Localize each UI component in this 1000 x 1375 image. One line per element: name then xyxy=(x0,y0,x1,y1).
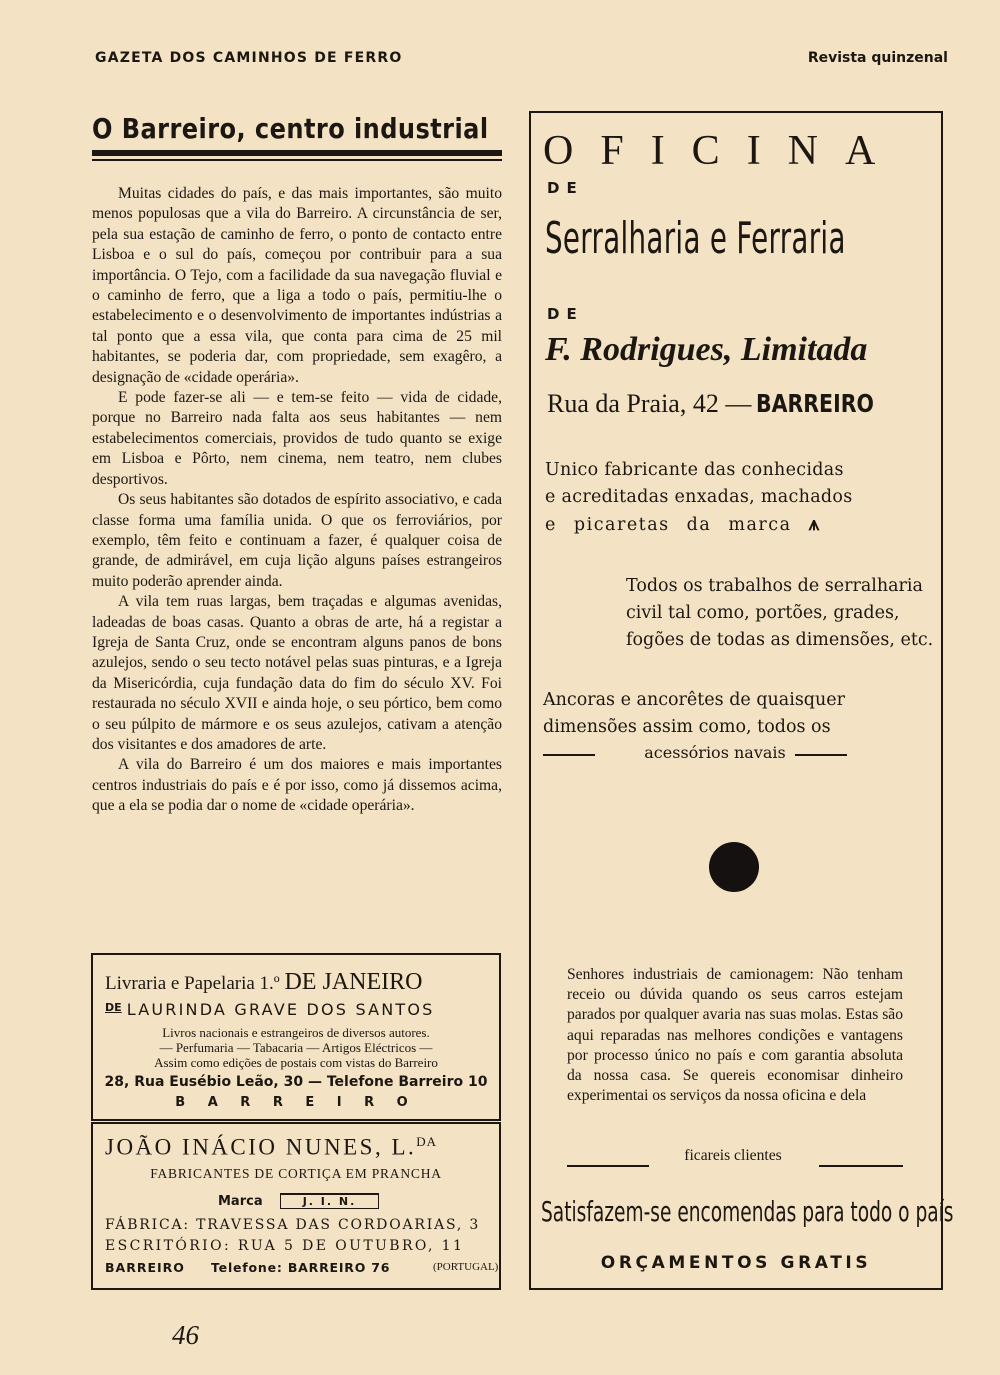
ad-oficina xyxy=(529,111,954,1290)
livraria-de: DE xyxy=(105,1001,122,1014)
brand-mark-icon: ⩚ xyxy=(808,513,821,535)
joao-marca-row xyxy=(218,1190,379,1209)
article-body xyxy=(92,184,502,817)
livraria-heading xyxy=(105,969,422,996)
divider-right-2 xyxy=(819,1165,903,1167)
oficina-unico-line: Unico fabricante das conhecidas xyxy=(545,460,844,480)
oficina-todos-line: Todos os trabalhos de serralharia xyxy=(626,576,923,596)
oficina-unico-line-last xyxy=(545,511,930,539)
divider-right xyxy=(795,754,847,756)
joao-company-name xyxy=(105,1134,437,1161)
oficina-address-city: BARREIRO xyxy=(756,389,875,418)
ad-livraria xyxy=(91,953,501,1121)
black-dot xyxy=(709,842,759,892)
article-paragraph: A vila tem ruas largas, bem traçadas e algumas avenidas, ladeadas de boas casas. Quanto a obras de arte, há a registar a Igreja de Santa Cruz, onde se encontram alguns panos de bons azulejos, sendo o seu tecto notável pelas suas pinturas, e a Igreja da Misericórdia, cuja fundação data do fim do século XV. Foi restaurada no século XVII e ainda hoje, o seu pórtico, bem como o seu púlpito de mármore e os seus azulejos, cativam a atenção dos visitantes e dos amadores de arte. xyxy=(92,593,502,753)
article-paragraph: Os seus habitantes são dotados de espírito associativo, e cada classe forma uma família unida. O que os ferroviários, por exemplo, têm feito e continuam a fazer, é qualquer coisa de grande, de admirável, em cuja lição alguns países estrangeiros muito poderão aprender ainda. xyxy=(92,491,502,590)
divider-left xyxy=(543,754,595,756)
title-rule-thick xyxy=(92,150,502,156)
oficina-todos-line: fogões de todas as dimensões, etc. xyxy=(626,630,934,650)
oficina-ficareis: ficareis clientes xyxy=(684,1147,782,1164)
oficina-address xyxy=(547,389,900,419)
livraria-owner-line xyxy=(105,1000,435,1019)
magazine-title: GAZETA DOS CAMINHOS DE FERRO xyxy=(95,50,403,66)
livraria-city: B A R R E I R O xyxy=(175,1095,417,1110)
livraria-desc-line: Assim como edições de postais com vistas do Barreiro xyxy=(154,1055,438,1070)
article-paragraph: A vila do Barreiro é um dos maiores e mais importantes centros industriais do país e é por isso, como já dissemos acima, que a ela se podia dar o nome de «cidade operária». xyxy=(92,756,502,815)
oficina-senhores: Senhores industriais de camionagem: Não tenham receio ou dúvida quando os seus carros estejam parados por qualquer avaria nas suas molas. Estas são aqui reparadas nas melhores condições e vantagens por processo único no país e com garantia absoluta da nossa casa. Se quereis economisar dinheiro experimentai os serviços da nossa oficina e dela xyxy=(567,966,903,1105)
oficina-acessorios: acessórios navais xyxy=(644,743,786,762)
oficina-ancoras xyxy=(543,687,845,741)
article-paragraph: Muitas cidades do país, e das mais importantes, são muito menos populosas que a vila do Barreiro. A circunstância de ser, pela sua estação de caminho de ferro, o ponto de contacto entre Lisboa e o sul do país, começou por contribuir para a sua importância. O Tejo, com a facilidade da sua navegação fluvial e o caminho de ferro, que a liga a todo o país, permitiu-lhe o estabelecimento e o desenvolvimento de importantes indústrias a tal ponto que a essa vila, que conta para cima de 25 mil habitantes, se poderia dar, com propriedade, sem exagêro, a designação de «cidade operária». xyxy=(92,185,502,386)
livraria-desc-line: — Perfumaria — Tabacaria — Artigos Eléctricos — xyxy=(159,1040,433,1055)
oficina-address-street: Rua da Praia, 42 — xyxy=(547,389,752,418)
joao-city: BARREIRO xyxy=(105,1260,185,1275)
page-number: 46 xyxy=(172,1320,199,1350)
livraria-heading-big: DE JANEIRO xyxy=(284,969,423,995)
ad-joao-inacio-nunes xyxy=(91,1122,501,1290)
livraria-description xyxy=(93,1025,499,1070)
oficina-unico-line: e picaretas da marca xyxy=(545,515,792,535)
article-paragraph: E pode fazer-se ali — e tem-se feito — vida de cidade, porque no Barreiro nada falta aos seus habitantes — nem estabelecimentos comerciais, providos de tudo quanto se exige em Lisboa e Pôrto, nem cinema, nem teatro, nem clubes desportivos. xyxy=(92,389,502,488)
oficina-title: OFICINA xyxy=(543,128,903,174)
oficina-todos-line: civil tal como, portões, grades, xyxy=(626,603,900,623)
oficina-de-2: DE xyxy=(547,305,584,323)
oficina-ancoras-line: dimensões assim como, todos os xyxy=(543,717,831,737)
joao-marca-label: Marca xyxy=(218,1194,263,1209)
oficina-trade: Serralharia e Ferraria xyxy=(545,213,846,264)
divider-left-2 xyxy=(567,1165,649,1167)
oficina-orcamentos: ORÇAMENTOS GRATIS xyxy=(600,1253,872,1273)
magazine-subtitle: Revista quinzenal xyxy=(807,50,948,66)
oficina-todos xyxy=(626,573,933,654)
oficina-unico-line: e acreditadas enxadas, machados xyxy=(545,487,853,507)
oficina-satisfazem: Satisfazem-se encomendas para todo o país xyxy=(541,1195,954,1228)
livraria-heading-prefix: Livraria e Papelaria 1.º xyxy=(105,973,285,994)
joao-escritorio: ESCRITÓRIO: RUA 5 DE OUTUBRO, 11 xyxy=(105,1238,465,1254)
livraria-owner: LAURINDA GRAVE DOS SANTOS xyxy=(126,1000,435,1019)
joao-telefone: Telefone: BARREIRO 76 xyxy=(211,1260,391,1275)
joao-subtitle: FABRICANTES DE CORTIÇA EM PRANCHA xyxy=(150,1166,442,1181)
joao-name-sup: DA xyxy=(416,1134,438,1149)
article-title: O Barreiro, centro industrial xyxy=(92,112,489,145)
oficina-ancoras-line: Ancoras e ancorêtes de quaisquer xyxy=(543,690,846,710)
joao-name: JOÃO INÁCIO NUNES, L. xyxy=(105,1134,417,1160)
joao-fabrica: FÁBRICA: TRAVESSA DAS CORDOARIAS, 3 xyxy=(105,1217,481,1233)
title-rule-thin xyxy=(92,159,502,161)
oficina-company: F. Rodrigues, Limitada xyxy=(545,331,868,368)
livraria-address: 28, Rua Eusébio Leão, 30 — Telefone Barreiro 10 xyxy=(104,1074,488,1090)
oficina-unico xyxy=(545,457,930,539)
joao-marca-box: J. I. N. xyxy=(280,1193,380,1209)
livraria-desc-line: Livros nacionais e estrangeiros de diversos autores. xyxy=(162,1025,430,1040)
joao-country: (PORTUGAL) xyxy=(433,1261,499,1273)
oficina-de-1: DE xyxy=(547,179,584,197)
